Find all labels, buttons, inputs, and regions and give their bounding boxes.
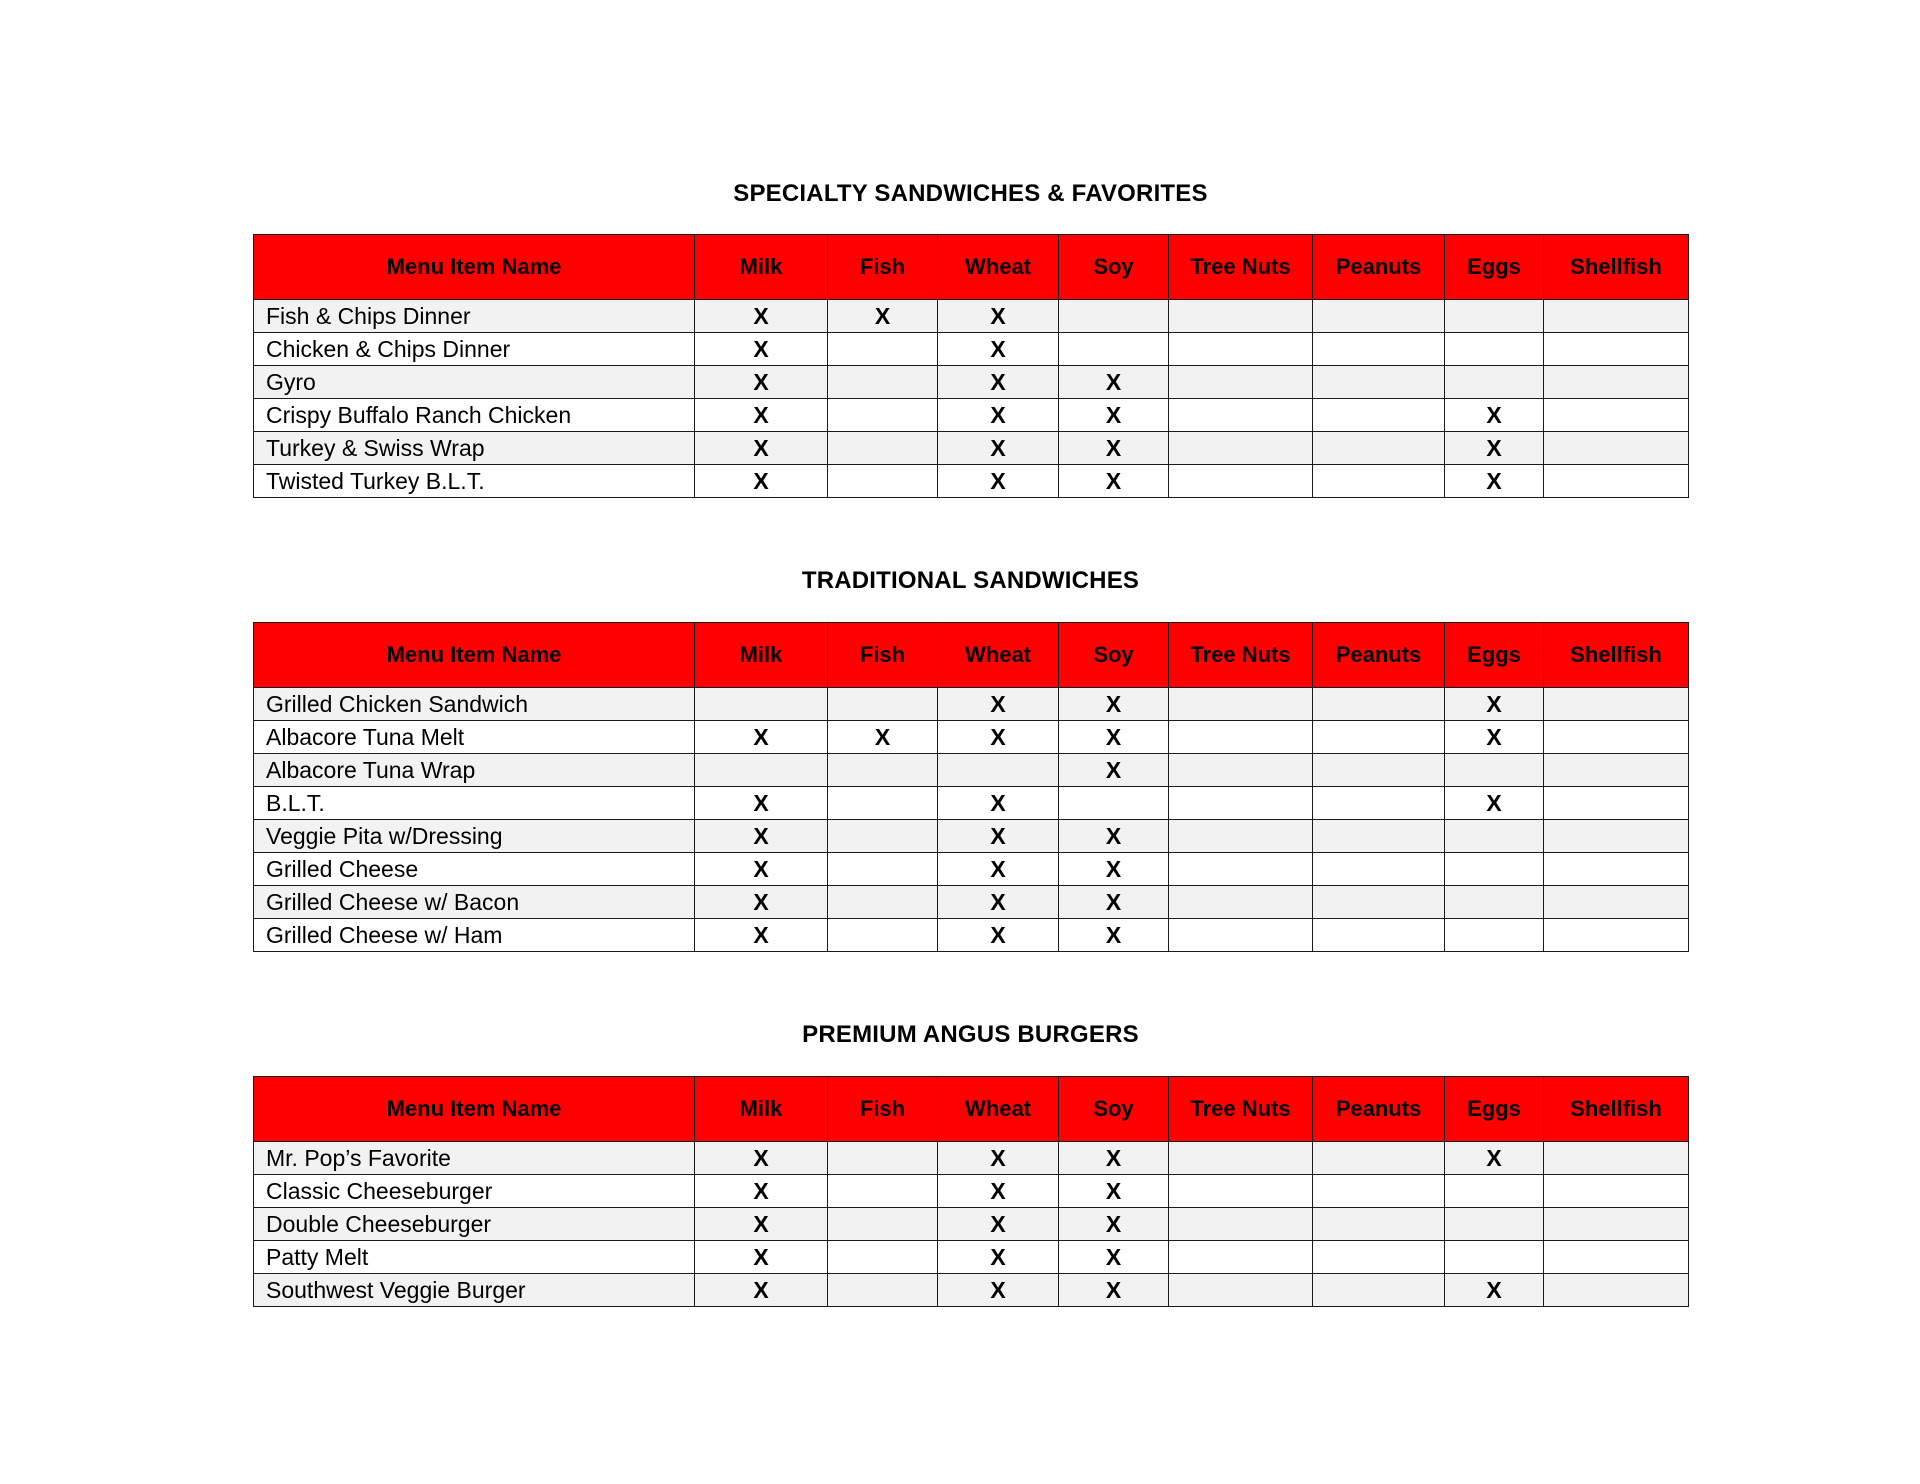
- allergen-mark-eggs: [1445, 919, 1544, 952]
- allergen-mark-eggs: [1445, 754, 1544, 787]
- allergen-mark-peanuts: [1313, 721, 1445, 754]
- menu-item-name: B.L.T.: [254, 787, 695, 820]
- allergen-mark-soy: X: [1059, 754, 1169, 787]
- allergen-mark-tree-nuts: [1169, 853, 1313, 886]
- column-header-peanuts: Peanuts: [1313, 1077, 1445, 1142]
- allergen-table: [253, 622, 1689, 952]
- allergen-mark-milk: [695, 688, 828, 721]
- allergen-mark-milk: X: [695, 721, 828, 754]
- allergen-mark-shellfish: [1544, 1274, 1689, 1307]
- allergen-mark-tree-nuts: [1169, 688, 1313, 721]
- allergen-mark-soy: X: [1059, 399, 1169, 432]
- allergen-mark-eggs: X: [1445, 1274, 1544, 1307]
- allergen-mark-shellfish: [1544, 919, 1689, 952]
- column-header-tree-nuts: Tree Nuts: [1169, 1077, 1313, 1142]
- allergen-mark-milk: X: [695, 366, 828, 399]
- allergen-mark-soy: [1059, 300, 1169, 333]
- table-row: [254, 1274, 1689, 1307]
- allergen-mark-milk: X: [695, 787, 828, 820]
- allergen-mark-tree-nuts: [1169, 300, 1313, 333]
- allergen-mark-soy: X: [1059, 820, 1169, 853]
- allergen-mark-milk: X: [695, 853, 828, 886]
- allergen-mark-shellfish: [1544, 399, 1689, 432]
- table-row: [254, 1142, 1689, 1175]
- allergen-mark-shellfish: [1544, 886, 1689, 919]
- allergen-mark-wheat: X: [938, 465, 1059, 498]
- allergen-mark-soy: X: [1059, 1241, 1169, 1274]
- allergen-mark-wheat: X: [938, 1175, 1059, 1208]
- allergen-mark-peanuts: [1313, 366, 1445, 399]
- menu-item-name: Turkey & Swiss Wrap: [254, 432, 695, 465]
- allergen-mark-shellfish: [1544, 300, 1689, 333]
- allergen-mark-eggs: X: [1445, 688, 1544, 721]
- column-header-fish: Fish: [828, 1077, 938, 1142]
- allergen-mark-peanuts: [1313, 432, 1445, 465]
- allergen-mark-milk: X: [695, 820, 828, 853]
- allergen-mark-milk: X: [695, 465, 828, 498]
- allergen-mark-peanuts: [1313, 919, 1445, 952]
- allergen-mark-eggs: [1445, 820, 1544, 853]
- column-header-soy: Soy: [1059, 235, 1169, 300]
- column-header-milk: Milk: [695, 1077, 828, 1142]
- allergen-mark-fish: [828, 333, 938, 366]
- allergen-mark-wheat: X: [938, 1142, 1059, 1175]
- allergen-mark-eggs: X: [1445, 787, 1544, 820]
- column-header-milk: Milk: [695, 623, 828, 688]
- allergen-mark-wheat: X: [938, 1208, 1059, 1241]
- menu-item-name: Chicken & Chips Dinner: [254, 333, 695, 366]
- allergen-mark-tree-nuts: [1169, 1208, 1313, 1241]
- column-header-shellfish: Shellfish: [1544, 623, 1689, 688]
- menu-item-name: Albacore Tuna Melt: [254, 721, 695, 754]
- allergen-mark-eggs: X: [1445, 721, 1544, 754]
- allergen-mark-milk: X: [695, 399, 828, 432]
- table-row: [254, 721, 1689, 754]
- allergen-mark-tree-nuts: [1169, 919, 1313, 952]
- allergen-mark-peanuts: [1313, 1175, 1445, 1208]
- menu-item-name: Gyro: [254, 366, 695, 399]
- column-header-soy: Soy: [1059, 1077, 1169, 1142]
- allergen-mark-peanuts: [1313, 465, 1445, 498]
- allergen-mark-peanuts: [1313, 787, 1445, 820]
- table-row: [254, 366, 1689, 399]
- allergen-mark-tree-nuts: [1169, 1142, 1313, 1175]
- menu-item-name: Grilled Cheese w/ Bacon: [254, 886, 695, 919]
- allergen-mark-fish: X: [828, 300, 938, 333]
- menu-item-name: Grilled Cheese: [254, 853, 695, 886]
- allergen-mark-tree-nuts: [1169, 333, 1313, 366]
- allergen-mark-eggs: [1445, 1208, 1544, 1241]
- allergen-mark-soy: X: [1059, 721, 1169, 754]
- table-row: [254, 399, 1689, 432]
- allergen-mark-soy: [1059, 787, 1169, 820]
- section-specialty-sandwiches: [253, 174, 1688, 498]
- allergen-mark-milk: X: [695, 1241, 828, 1274]
- allergen-mark-wheat: X: [938, 432, 1059, 465]
- column-header-fish: Fish: [828, 623, 938, 688]
- section-title: SPECIALTY SANDWICHES & FAVORITES: [733, 180, 1208, 207]
- allergen-mark-fish: [828, 919, 938, 952]
- allergen-mark-soy: X: [1059, 1208, 1169, 1241]
- allergen-mark-soy: [1059, 333, 1169, 366]
- column-header-milk: Milk: [695, 235, 828, 300]
- allergen-mark-peanuts: [1313, 333, 1445, 366]
- allergen-mark-shellfish: [1544, 820, 1689, 853]
- allergen-mark-soy: X: [1059, 1274, 1169, 1307]
- allergen-table: [253, 1076, 1689, 1307]
- allergen-mark-tree-nuts: [1169, 432, 1313, 465]
- allergen-mark-wheat: X: [938, 333, 1059, 366]
- allergen-mark-shellfish: [1544, 853, 1689, 886]
- table-row: [254, 1175, 1689, 1208]
- allergen-mark-wheat: X: [938, 721, 1059, 754]
- allergen-mark-soy: X: [1059, 1142, 1169, 1175]
- table-row: [254, 820, 1689, 853]
- menu-item-name: Veggie Pita w/Dressing: [254, 820, 695, 853]
- allergen-mark-soy: X: [1059, 366, 1169, 399]
- allergen-mark-soy: X: [1059, 853, 1169, 886]
- section-title: PREMIUM ANGUS BURGERS: [802, 1021, 1139, 1048]
- allergen-mark-soy: X: [1059, 919, 1169, 952]
- section-title: TRADITIONAL SANDWICHES: [801, 567, 1140, 594]
- allergen-mark-wheat: X: [938, 787, 1059, 820]
- allergen-mark-milk: X: [695, 432, 828, 465]
- allergen-mark-shellfish: [1544, 333, 1689, 366]
- allergen-mark-tree-nuts: [1169, 1274, 1313, 1307]
- allergen-mark-shellfish: [1544, 1175, 1689, 1208]
- column-header-eggs: Eggs: [1445, 623, 1544, 688]
- allergen-mark-peanuts: [1313, 853, 1445, 886]
- menu-item-name: Mr. Pop’s Favorite: [254, 1142, 695, 1175]
- column-header-peanuts: Peanuts: [1313, 235, 1445, 300]
- table-row: [254, 787, 1689, 820]
- column-header-eggs: Eggs: [1445, 235, 1544, 300]
- allergen-mark-soy: X: [1059, 688, 1169, 721]
- allergen-mark-wheat: X: [938, 853, 1059, 886]
- allergen-mark-milk: X: [695, 1142, 828, 1175]
- allergen-mark-soy: X: [1059, 886, 1169, 919]
- column-header-eggs: Eggs: [1445, 1077, 1544, 1142]
- allergen-mark-fish: [828, 820, 938, 853]
- allergen-mark-soy: X: [1059, 432, 1169, 465]
- allergen-mark-eggs: [1445, 300, 1544, 333]
- table-row: [254, 432, 1689, 465]
- allergen-mark-soy: X: [1059, 465, 1169, 498]
- column-header-menu-item-name: Menu Item Name: [254, 623, 695, 688]
- allergen-mark-wheat: X: [938, 919, 1059, 952]
- allergen-mark-shellfish: [1544, 366, 1689, 399]
- menu-item-name: Grilled Chicken Sandwich: [254, 688, 695, 721]
- column-header-tree-nuts: Tree Nuts: [1169, 235, 1313, 300]
- menu-item-name: Patty Melt: [254, 1241, 695, 1274]
- allergen-mark-wheat: X: [938, 1274, 1059, 1307]
- section-traditional-sandwiches: [253, 561, 1688, 952]
- column-header-menu-item-name: Menu Item Name: [254, 235, 695, 300]
- allergen-mark-eggs: [1445, 366, 1544, 399]
- allergen-mark-peanuts: [1313, 300, 1445, 333]
- allergen-mark-wheat: X: [938, 366, 1059, 399]
- section-premium-angus-burgers: [253, 1015, 1688, 1307]
- menu-item-name: Grilled Cheese w/ Ham: [254, 919, 695, 952]
- allergen-mark-tree-nuts: [1169, 721, 1313, 754]
- allergen-mark-eggs: X: [1445, 432, 1544, 465]
- allergen-mark-eggs: X: [1445, 465, 1544, 498]
- allergen-mark-wheat: X: [938, 820, 1059, 853]
- table-row: [254, 853, 1689, 886]
- allergen-mark-milk: X: [695, 1274, 828, 1307]
- allergen-mark-fish: [828, 465, 938, 498]
- allergen-mark-shellfish: [1544, 1142, 1689, 1175]
- allergen-mark-shellfish: [1544, 688, 1689, 721]
- allergen-mark-wheat: X: [938, 688, 1059, 721]
- allergen-mark-fish: [828, 1208, 938, 1241]
- allergen-mark-fish: [828, 1241, 938, 1274]
- column-header-fish: Fish: [828, 235, 938, 300]
- menu-item-name: Classic Cheeseburger: [254, 1175, 695, 1208]
- allergen-mark-fish: [828, 754, 938, 787]
- allergen-mark-peanuts: [1313, 1142, 1445, 1175]
- allergen-mark-eggs: [1445, 333, 1544, 366]
- column-header-shellfish: Shellfish: [1544, 1077, 1689, 1142]
- table-row: [254, 333, 1689, 366]
- allergen-mark-fish: [828, 1274, 938, 1307]
- allergen-mark-tree-nuts: [1169, 465, 1313, 498]
- allergen-mark-fish: [828, 399, 938, 432]
- table-row: [254, 688, 1689, 721]
- allergen-mark-milk: [695, 754, 828, 787]
- allergen-mark-shellfish: [1544, 1241, 1689, 1274]
- column-header-wheat: Wheat: [938, 623, 1059, 688]
- table-row: [254, 754, 1689, 787]
- allergen-mark-wheat: [938, 754, 1059, 787]
- menu-item-name: Double Cheeseburger: [254, 1208, 695, 1241]
- allergen-mark-fish: [828, 787, 938, 820]
- allergen-mark-tree-nuts: [1169, 820, 1313, 853]
- allergen-mark-shellfish: [1544, 465, 1689, 498]
- allergen-mark-tree-nuts: [1169, 754, 1313, 787]
- allergen-mark-milk: X: [695, 1175, 828, 1208]
- column-header-wheat: Wheat: [938, 235, 1059, 300]
- allergen-mark-wheat: X: [938, 1241, 1059, 1274]
- allergen-mark-peanuts: [1313, 1208, 1445, 1241]
- table-row: [254, 1208, 1689, 1241]
- allergen-mark-tree-nuts: [1169, 399, 1313, 432]
- allergen-mark-tree-nuts: [1169, 1175, 1313, 1208]
- allergen-mark-peanuts: [1313, 820, 1445, 853]
- allergen-mark-peanuts: [1313, 399, 1445, 432]
- menu-item-name: Crispy Buffalo Ranch Chicken: [254, 399, 695, 432]
- allergen-mark-fish: [828, 886, 938, 919]
- table-row: [254, 886, 1689, 919]
- allergen-mark-eggs: X: [1445, 399, 1544, 432]
- column-header-shellfish: Shellfish: [1544, 235, 1689, 300]
- allergen-mark-shellfish: [1544, 754, 1689, 787]
- table-row: [254, 1241, 1689, 1274]
- allergen-mark-fish: [828, 1175, 938, 1208]
- allergen-mark-peanuts: [1313, 1274, 1445, 1307]
- allergen-mark-eggs: [1445, 853, 1544, 886]
- menu-item-name: Fish & Chips Dinner: [254, 300, 695, 333]
- allergen-mark-soy: X: [1059, 1175, 1169, 1208]
- allergen-mark-milk: X: [695, 886, 828, 919]
- allergen-mark-peanuts: [1313, 886, 1445, 919]
- allergen-mark-eggs: X: [1445, 1142, 1544, 1175]
- allergen-table: [253, 234, 1689, 498]
- column-header-soy: Soy: [1059, 623, 1169, 688]
- allergen-mark-milk: X: [695, 919, 828, 952]
- column-header-peanuts: Peanuts: [1313, 623, 1445, 688]
- allergen-mark-fish: [828, 688, 938, 721]
- column-header-tree-nuts: Tree Nuts: [1169, 623, 1313, 688]
- menu-item-name: Albacore Tuna Wrap: [254, 754, 695, 787]
- allergen-mark-wheat: X: [938, 399, 1059, 432]
- allergen-mark-peanuts: [1313, 688, 1445, 721]
- column-header-menu-item-name: Menu Item Name: [254, 1077, 695, 1142]
- allergen-mark-tree-nuts: [1169, 1241, 1313, 1274]
- table-row: [254, 919, 1689, 952]
- allergen-mark-tree-nuts: [1169, 886, 1313, 919]
- allergen-mark-milk: X: [695, 333, 828, 366]
- allergen-mark-fish: [828, 853, 938, 886]
- table-row: [254, 300, 1689, 333]
- menu-item-name: Southwest Veggie Burger: [254, 1274, 695, 1307]
- header-row: [254, 623, 1689, 688]
- allergen-mark-peanuts: [1313, 754, 1445, 787]
- allergen-mark-eggs: [1445, 1241, 1544, 1274]
- header-row: [254, 235, 1689, 300]
- allergen-mark-shellfish: [1544, 432, 1689, 465]
- allergen-mark-fish: [828, 366, 938, 399]
- allergen-mark-milk: X: [695, 300, 828, 333]
- allergen-mark-shellfish: [1544, 721, 1689, 754]
- header-row: [254, 1077, 1689, 1142]
- allergen-mark-milk: X: [695, 1208, 828, 1241]
- allergen-mark-fish: X: [828, 721, 938, 754]
- allergen-mark-wheat: X: [938, 886, 1059, 919]
- allergen-mark-eggs: [1445, 886, 1544, 919]
- allergen-mark-tree-nuts: [1169, 366, 1313, 399]
- allergen-mark-peanuts: [1313, 1241, 1445, 1274]
- allergen-mark-shellfish: [1544, 1208, 1689, 1241]
- table-row: [254, 465, 1689, 498]
- allergen-mark-fish: [828, 1142, 938, 1175]
- allergen-mark-shellfish: [1544, 787, 1689, 820]
- allergen-mark-fish: [828, 432, 938, 465]
- allergen-mark-wheat: X: [938, 300, 1059, 333]
- allergen-mark-tree-nuts: [1169, 787, 1313, 820]
- allergen-mark-eggs: [1445, 1175, 1544, 1208]
- column-header-wheat: Wheat: [938, 1077, 1059, 1142]
- menu-item-name: Twisted Turkey B.L.T.: [254, 465, 695, 498]
